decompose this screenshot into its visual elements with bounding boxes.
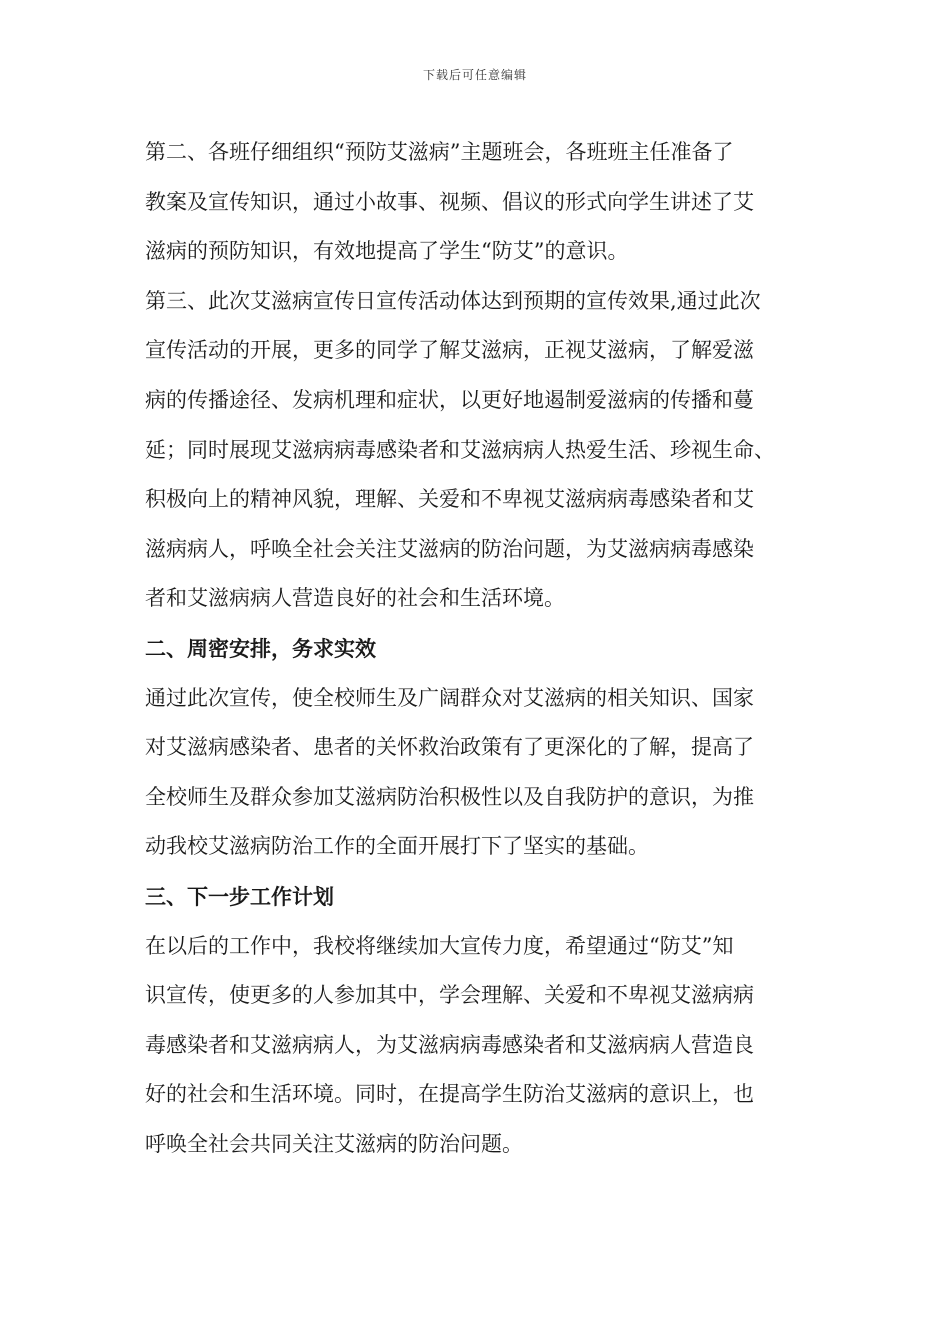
text-line: 识宣传，使更多的人参加其中，学会理解、关爱和不卑视艾滋病病	[145, 983, 754, 1008]
section-heading: 二、周密安排，务求实效	[145, 635, 376, 661]
text-line: 滋病的预防知识，有效地提高了学生“防艾”的意识。	[145, 239, 629, 264]
text-line: 毒感染者和艾滋病病人，为艾滋病病毒感染者和艾滋病病人营造良	[145, 1032, 754, 1057]
text-line: 第三、此次艾滋病宣传日宣传活动体达到预期的宣传效果,通过此次	[145, 288, 761, 313]
text-line: 宣传活动的开展，更多的同学了解艾滋病，正视艾滋病，了解爱滋	[145, 338, 754, 363]
text-line: 教案及宣传知识，通过小故事、视频、倡议的形式向学生讲述了艾	[145, 189, 754, 214]
text-line: 通过此次宣传，使全校师生及广阔群众对艾滋病的相关知识、国家	[145, 685, 754, 710]
text-line: 者和艾滋病病人营造良好的社会和生活环境。	[145, 586, 565, 611]
text-line: 延；同时展现艾滋病病毒感染者和艾滋病病人热爱生活、珍视生命、	[145, 437, 775, 462]
text-line: 滋病病人，呼唤全社会关注艾滋病的防治问题，为艾滋病病毒感染	[145, 536, 754, 561]
text-line: 第二、各班仔细组织“预防艾滋病”主题班会，各班班主任准备了	[145, 140, 734, 164]
text-line: 积极向上的精神风貌，理解、关爱和不卑视艾滋病病毒感染者和艾	[145, 487, 754, 512]
text-line: 病的传播途径、发病机理和症状，以更好地遏制爱滋病的传播和蔓	[145, 387, 754, 412]
page-header: 下载后可任意编辑	[422, 68, 527, 82]
text-line: 全校师生及群众参加艾滋病防治积极性以及自我防护的意识，为推	[145, 784, 754, 809]
text-line: 对艾滋病感染者、患者的关怀救治政策有了更深化的了解，提高了	[145, 735, 754, 760]
document-body	[145, 128, 810, 1169]
section-heading: 三、下一步工作计划	[145, 883, 334, 909]
text-line: 在以后的工作中，我校将继续加大宣传力度，希望通过“防艾”知	[145, 933, 734, 958]
text-line: 呼唤全社会共同关注艾滋病的防治问题。	[145, 1131, 523, 1156]
text-line: 好的社会和生活环境。同时，在提高学生防治艾滋病的意识上，也	[145, 1082, 754, 1107]
text-line: 动我校艾滋病防治工作的全面开展打下了坚实的基础。	[145, 834, 649, 859]
